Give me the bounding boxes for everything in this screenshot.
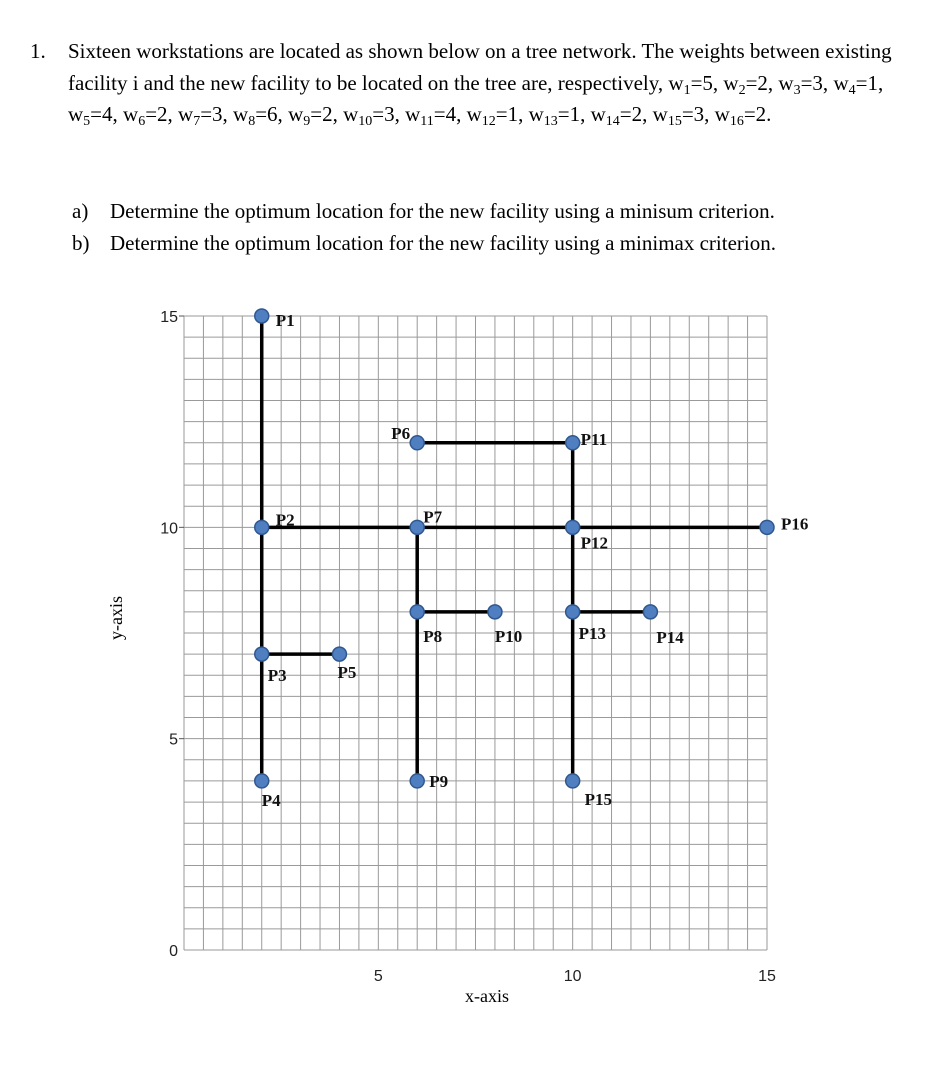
node-p15 [566, 774, 580, 788]
part-b-text: Determine the optimum location for the new facility using a minimax criterion. [110, 231, 776, 255]
y-tick-label: 0 [169, 943, 178, 960]
weight-item: $w_{12}=1$, [466, 102, 529, 129]
node-p8 [410, 605, 424, 619]
weight-item: $w_1=5$, [668, 70, 724, 98]
x-tick-label: 15 [758, 968, 776, 985]
node-label-p7: P7 [423, 507, 443, 527]
node-label-p13: P13 [578, 623, 607, 643]
node-label-p5: P5 [337, 663, 357, 683]
node-labels [262, 311, 809, 810]
x-axis-label: x-axis [465, 986, 509, 1006]
weight-item: $w_9=2$, [288, 102, 344, 129]
node-p7 [410, 520, 424, 534]
weight-item: $w_3=3$, [778, 70, 834, 98]
node-p16 [760, 520, 774, 534]
node-p2 [255, 520, 269, 534]
node-p11 [566, 436, 580, 450]
problem-intro: Sixteen workstations are located as shown below on a tree network. The weights between existing facility i and the new facility to be located on the tree are, respectively, [68, 39, 892, 95]
node-label-p10: P10 [494, 626, 523, 646]
node-label-p16: P16 [781, 514, 809, 534]
y-tick-label: 15 [160, 309, 178, 326]
node-label-p9: P9 [429, 771, 449, 791]
node-label-p6: P6 [391, 423, 411, 443]
node-label-p2: P2 [275, 510, 295, 530]
node-p3 [255, 647, 269, 661]
node-p5 [332, 647, 346, 661]
axis-ticks [160, 309, 776, 985]
weight-item: $w_{10}=3$, [343, 102, 406, 129]
weight-item: $w_{15}=3$, [652, 102, 715, 129]
node-p6 [410, 436, 424, 450]
part-a-label: a) [72, 199, 89, 223]
weight-item: $w_2=2$, [723, 70, 779, 98]
weight-item: $w_6=2$, [123, 102, 179, 129]
weight-item: $w_{11}=4$, [405, 102, 467, 129]
node-label-p12: P12 [580, 533, 609, 553]
y-tick-label: 5 [169, 731, 178, 749]
node-p12 [566, 520, 580, 534]
weight-item: $w_{14}=2$, [590, 102, 653, 129]
weight-item: $w_5=4$, [68, 102, 124, 129]
node-p4 [255, 774, 269, 788]
weight-item: $w_4=1$, [833, 70, 884, 98]
x-tick-label: 5 [373, 968, 383, 985]
node-label-p15: P15 [584, 789, 613, 809]
node-label-p1: P1 [275, 311, 295, 330]
weight-item: $w_{16}=2$. [714, 102, 772, 129]
node-p13 [566, 605, 580, 619]
y-tick-label: 10 [160, 520, 178, 538]
weight-item: $w_7=3$, [178, 102, 234, 129]
y-axis-label: y-axis [106, 596, 126, 640]
node-label-p8: P8 [423, 626, 443, 646]
weight-item: $w_{13}=1$, [528, 102, 591, 129]
node-label-p3: P3 [267, 666, 287, 686]
problem-number: 1. [30, 39, 46, 63]
node-p10 [488, 605, 502, 619]
node-p9 [410, 774, 424, 788]
node-p1 [255, 309, 269, 323]
node-p14 [643, 605, 657, 619]
x-tick-label: 10 [563, 968, 582, 985]
part-a-text: Determine the optimum location for the new facility using a minisum criterion. [110, 199, 775, 223]
node-label-p4: P4 [261, 790, 281, 810]
node-label-p14: P14 [656, 627, 684, 647]
node-label-p11: P11 [580, 429, 608, 449]
weight-item: $w_8=6$, [233, 102, 289, 129]
part-b-label: b) [72, 231, 90, 255]
